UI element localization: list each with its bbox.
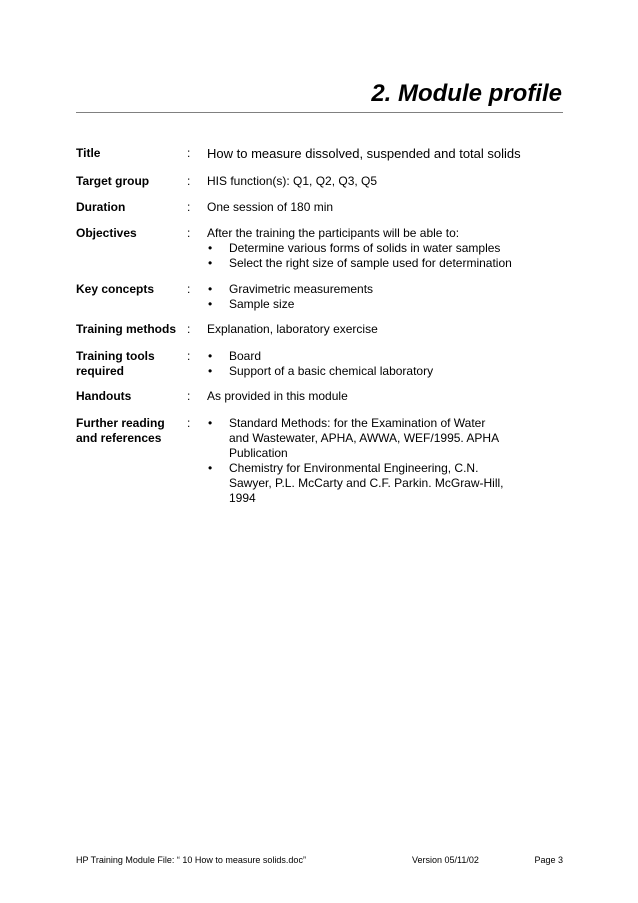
row-value-handouts: As provided in this module bbox=[207, 389, 348, 403]
bullet-icon: • bbox=[208, 282, 213, 296]
label-line: Further reading bbox=[76, 416, 165, 430]
row-value-objectives bbox=[207, 226, 563, 271]
row-label-key-concepts: Key concepts bbox=[76, 282, 155, 296]
list-item bbox=[207, 461, 507, 506]
list-item-text: Support of a basic chemical laboratory bbox=[229, 364, 434, 378]
row-value-training-methods: Explanation, laboratory exercise bbox=[207, 322, 378, 336]
footer-version: Version 05/11/02 bbox=[412, 855, 479, 865]
label-line: and references bbox=[76, 431, 162, 445]
bullet-icon: • bbox=[208, 241, 213, 255]
list-item bbox=[207, 241, 563, 256]
label-line: required bbox=[76, 364, 125, 378]
list-item-text: Chemistry for Environmental Engineering, C.N. Sawyer, P.L. McCarty and C.F. Parkin. McGraw-Hill, 1994 bbox=[229, 461, 504, 505]
bullet-icon: • bbox=[208, 461, 213, 475]
row-colon: : bbox=[187, 200, 191, 214]
row-value-training-tools bbox=[207, 349, 563, 379]
row-value-title: How to measure dissolved, suspended and total solids bbox=[207, 146, 521, 161]
row-colon: : bbox=[187, 389, 191, 403]
bullet-icon: • bbox=[208, 297, 213, 311]
list-item bbox=[207, 364, 563, 379]
list-item bbox=[207, 297, 563, 312]
training-tools-list bbox=[207, 349, 563, 379]
row-colon: : bbox=[187, 226, 191, 240]
key-concepts-list bbox=[207, 282, 563, 312]
bullet-icon: • bbox=[208, 364, 213, 378]
title-divider bbox=[76, 112, 563, 113]
bullet-icon: • bbox=[208, 256, 213, 270]
row-label-training-tools bbox=[76, 349, 181, 379]
row-colon: : bbox=[187, 146, 191, 160]
row-value-further-reading bbox=[207, 416, 507, 506]
row-colon: : bbox=[187, 174, 191, 188]
list-item bbox=[207, 416, 507, 461]
list-item-text: Board bbox=[229, 349, 262, 363]
row-label-further-reading bbox=[76, 416, 181, 446]
list-item-text: Standard Methods: for the Examination of Water and Wastewater, APHA, AWWA, WEF/1995. APHA Publication bbox=[229, 416, 499, 460]
bullet-icon: • bbox=[208, 349, 213, 363]
row-colon: : bbox=[187, 282, 191, 296]
list-item-text: Select the right size of sample used for determination bbox=[229, 256, 512, 270]
row-label-target-group: Target group bbox=[76, 174, 150, 188]
row-label-title: Title bbox=[76, 146, 101, 160]
footer-page-number: Page 3 bbox=[534, 855, 563, 865]
footer-file-name: HP Training Module File: “ 10 How to measure solids.doc” bbox=[76, 855, 306, 865]
list-item-text: Determine various forms of solids in water samples bbox=[229, 241, 501, 255]
row-colon: : bbox=[187, 322, 191, 336]
list-item bbox=[207, 256, 563, 271]
list-item bbox=[207, 282, 563, 297]
row-value-duration: One session of 180 min bbox=[207, 200, 334, 214]
row-label-objectives: Objectives bbox=[76, 226, 137, 240]
label-line: Training tools bbox=[76, 349, 155, 363]
row-value-target-group: HIS function(s): Q1, Q2, Q3, Q5 bbox=[207, 174, 378, 188]
bullet-icon: • bbox=[208, 416, 213, 430]
row-label-duration: Duration bbox=[76, 200, 126, 214]
row-colon: : bbox=[187, 416, 191, 430]
list-item-text: Gravimetric measurements bbox=[229, 282, 374, 296]
objectives-intro: After the training the participants will be able to: bbox=[207, 226, 460, 240]
row-label-handouts: Handouts bbox=[76, 389, 132, 403]
row-value-key-concepts bbox=[207, 282, 563, 312]
row-label-training-methods: Training methods bbox=[76, 322, 177, 336]
objectives-list bbox=[207, 241, 563, 271]
row-colon: : bbox=[187, 349, 191, 363]
page-title: 2. Module profile bbox=[371, 80, 562, 107]
list-item-text: Sample size bbox=[229, 297, 295, 311]
list-item bbox=[207, 349, 563, 364]
further-reading-list bbox=[207, 416, 507, 506]
